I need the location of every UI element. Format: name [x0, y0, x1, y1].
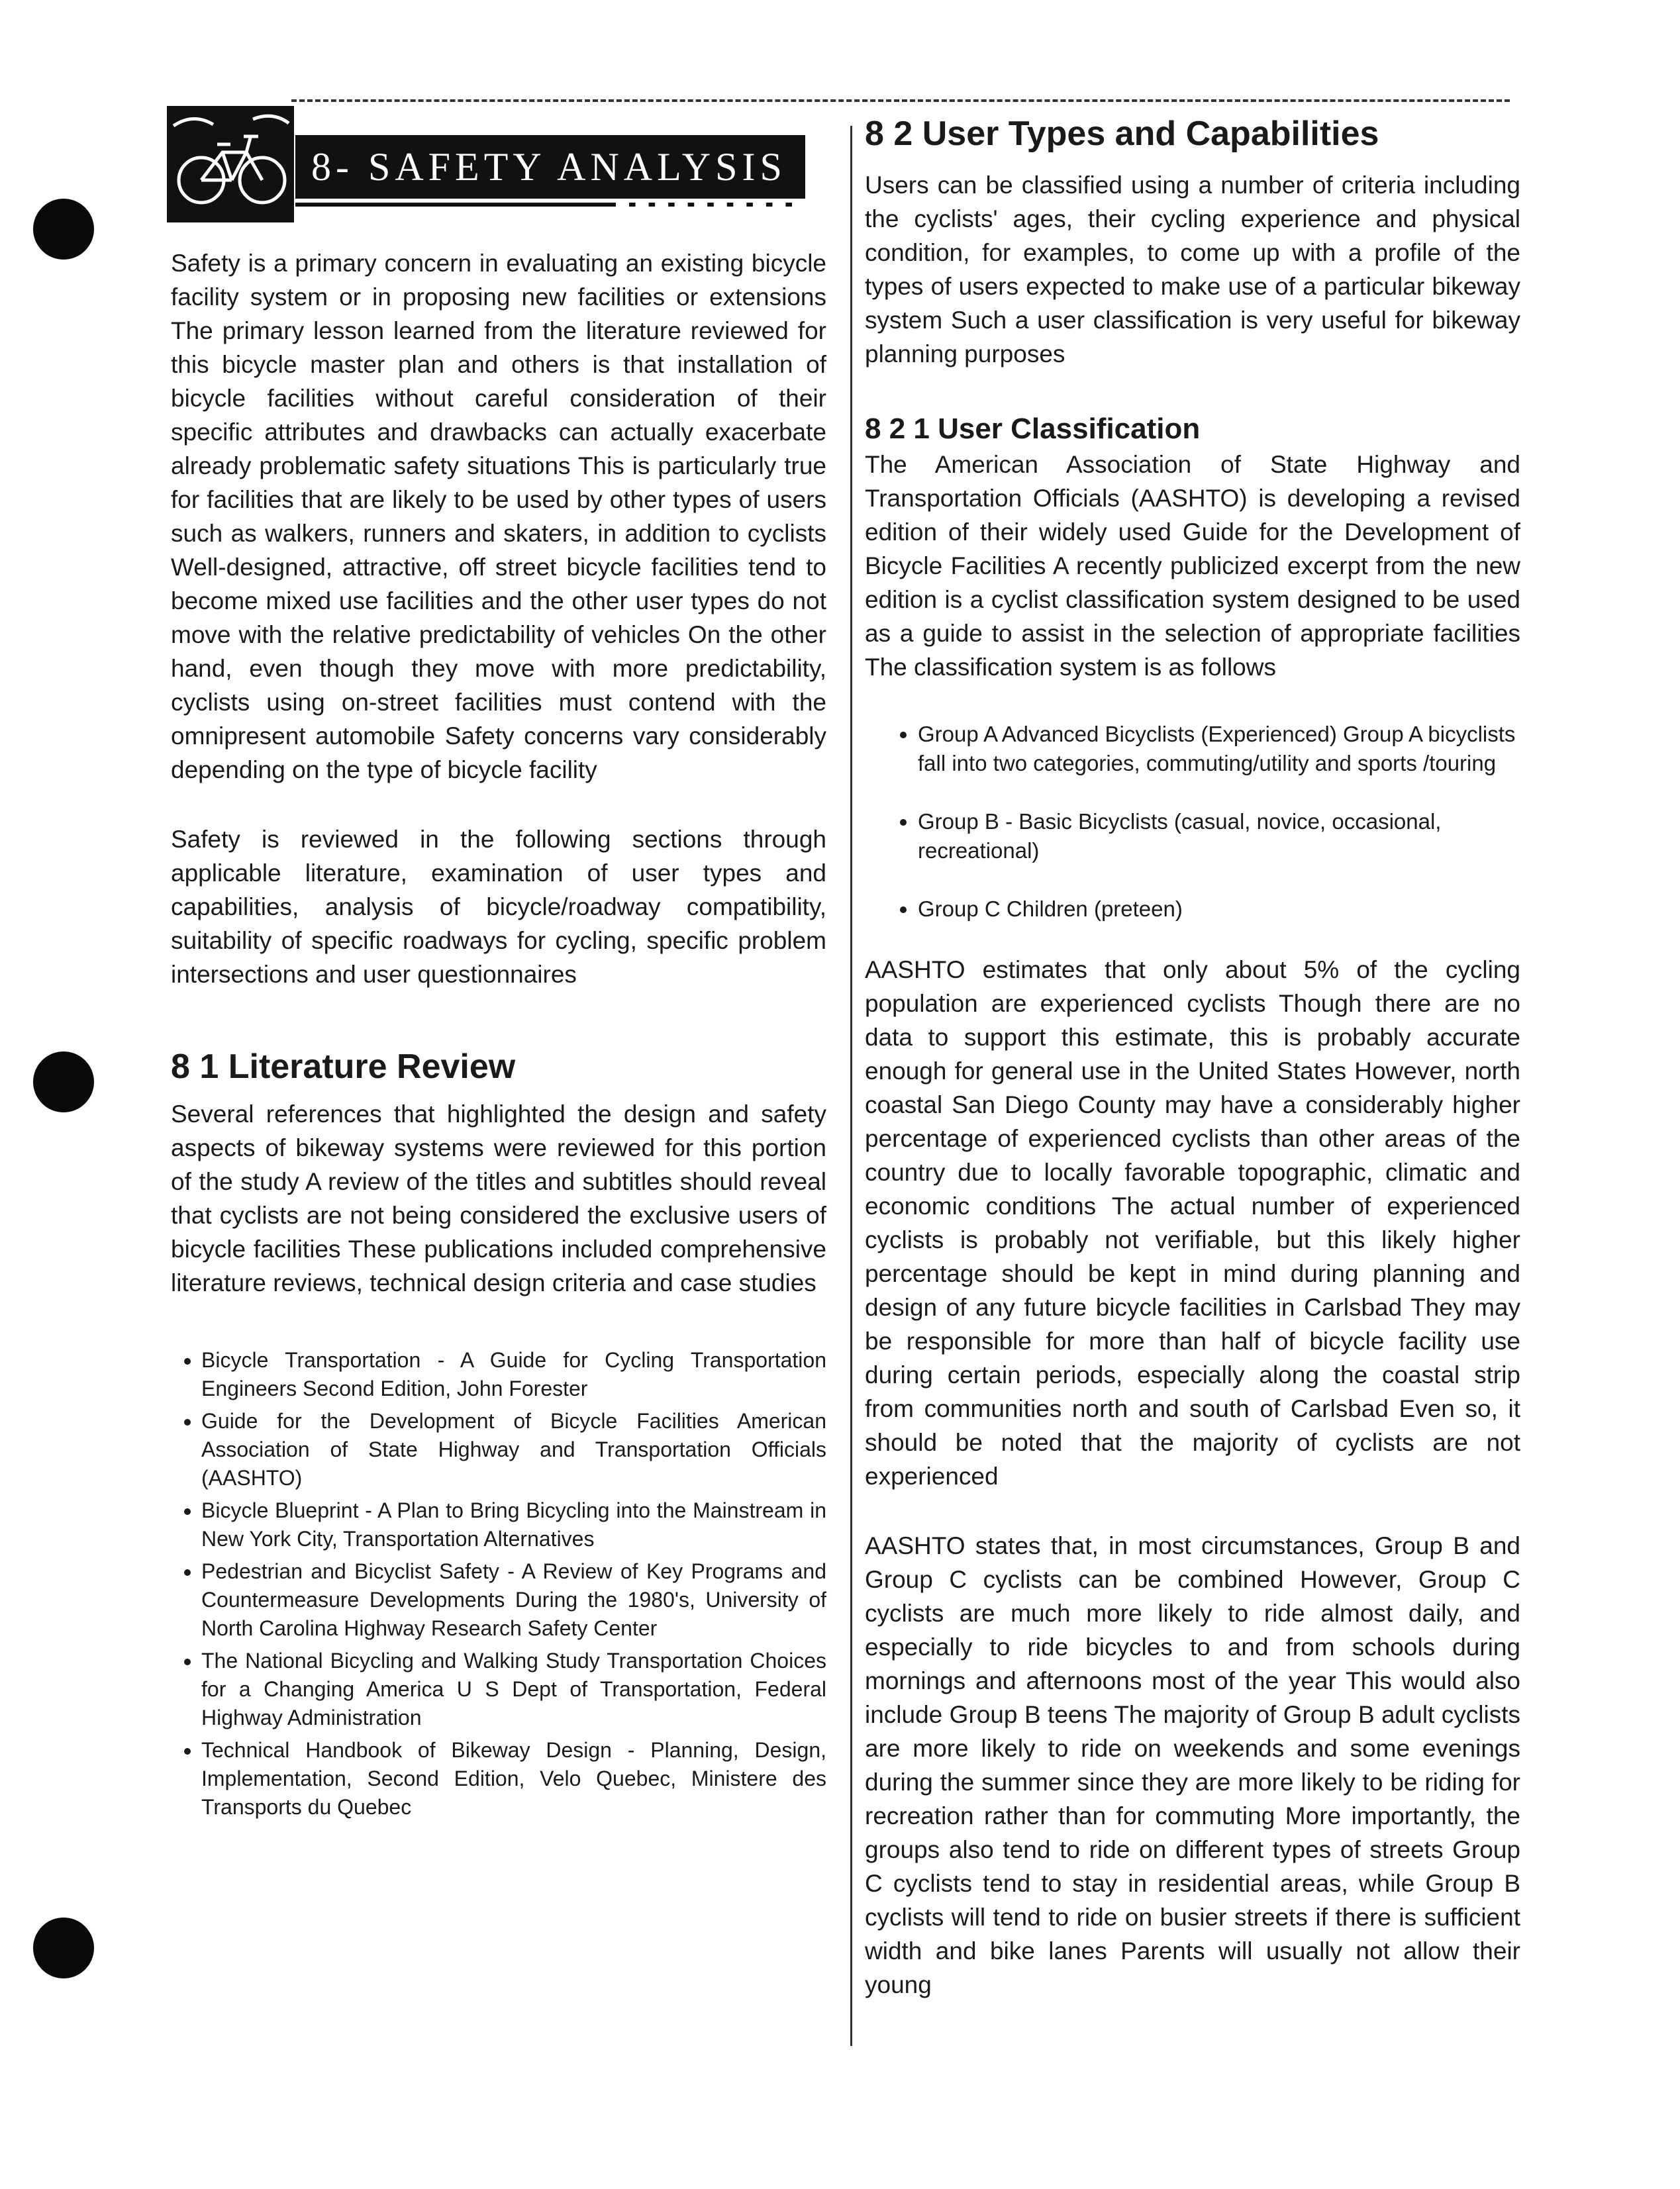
right-column — [865, 113, 1520, 2002]
list-item: • Bicycle Blueprint - A Plan to Bring Bicycling into the Mainstream in New York City, Transportation Alternatives — [201, 1496, 826, 1553]
user-types-heading: 8 2 User Types and Capabilities — [865, 115, 1379, 153]
list-item: • Technical Handbook of Bikeway Design - Planning, Design, Implementation, Second Edition, Velo Quebec, Ministere des Transports du Quebec — [201, 1736, 826, 1822]
cyclist-group-list — [865, 720, 1520, 924]
section-title-banner — [295, 135, 805, 199]
column-divider — [850, 126, 852, 2046]
literature-review-heading: 8 1 Literature Review — [171, 1047, 516, 1086]
section-title: 8- SAFETY ANALYSIS — [311, 145, 787, 189]
binder-hole-top — [33, 199, 94, 260]
bicycle-icon — [167, 106, 294, 222]
left-column — [171, 246, 826, 1825]
header-dashed-rule — [291, 99, 1510, 102]
user-classification-paragraph: The American Association of State Highway and Transportation Officials (AASHTO) is developing a revised edition of their widely used Guide for the Development of Bicycle Facilities A recently publicized excerpt from the new edition is a cyclist classification system designed to be used as a guide to assist in the selection of appropriate facilities The classification system is as follows — [865, 451, 1520, 681]
list-item: • Guide for the Development of Bicycle Facilities American Association of State Highway and Transportation Officials (AASHTO) — [201, 1407, 826, 1492]
user-classification-heading: 8 2 1 User Classification — [865, 413, 1201, 445]
literature-review-paragraph: Several references that highlighted the design and safety aspects of bikeway systems were reviewed for this portion of the study A review of the titles and subtitles should reveal that cyclists are not being considered the exclusive users of bicycle facilities These publications included comprehensive literature reviews, technical design criteria and case studies — [171, 1100, 826, 1296]
list-item: • Bicycle Transportation - A Guide for Cycling Transportation Engineers Second Edition, John Forester — [201, 1346, 826, 1403]
list-item: • Group A Advanced Bicyclists (Experienced) Group A bicyclists fall into two categories, commuting/utility and sports /touring — [918, 720, 1520, 778]
intro-paragraph-2: Safety is reviewed in the following sections through applicable literature, examination of user types and capabilities, analysis of bicycle/roadway compatibility, suitability of specific roadways for cycling, specific problem intersections and user questionnaires — [171, 826, 826, 988]
user-types-paragraph: Users can be classified using a number of criteria including the cyclists' ages, their cycling experience and physical condition, for examples, to come up with a profile of the types of users expected to make use of a particular bikeway system Such a user classification is very useful for bikeway planning purposes — [865, 171, 1520, 367]
reference-list — [171, 1346, 826, 1822]
banner-dash — [616, 200, 805, 207]
list-item: • Pedestrian and Bicyclist Safety - A Review of Key Programs and Countermeasure Developments During the 1980's, University of North Carolina Highway Research Safety Center — [201, 1557, 826, 1643]
list-item: • The National Bicycling and Walking Study Transportation Choices for a Changing America U S Dept of Transportation, Federal Highway Administration — [201, 1647, 826, 1732]
aashto-paragraph-2: AASHTO states that, in most circumstances, Group B and Group C cyclists can be combined However, Group C cyclists are much more likely to ride almost daily, and especially to ride bicycles to and from schools during mornings and afternoons most of the year This would also include Group B teens The majority of Group B adult cyclists are more likely to ride on weekends and some evenings during the summer since they are more likely to be riding for recreation rather than for commuting More importantly, the groups also tend to ride on different types of streets Group C cyclists tend to stay in residential areas, while Group B cyclists will tend to ride on busier streets if there is sufficient width and bike lanes Parents will usually not allow their young — [865, 1532, 1520, 1998]
list-item: • Group C Children (preteen) — [918, 895, 1520, 924]
binder-hole-bottom — [33, 1918, 94, 1978]
list-item: • Group B - Basic Bicyclists (casual, novice, occasional, recreational) — [918, 807, 1520, 865]
aashto-paragraph-1: AASHTO estimates that only about 5% of the cycling population are experienced cyclists Though there are no data to support this estimate, this is probably accurate enough for general use in the United States However, north coastal San Diego County may have a considerably higher percentage of experienced cyclists than other areas of the country due to locally favorable topographic, climatic and economic conditions The actual number of experienced cyclists is probably not verifiable, but this likely higher percentage should be kept in mind during planning and design of any future bicycle facilities in Carlsbad They may be responsible for more than half of bicycle facility use during certain periods, especially along the coastal strip from communities north and south of Carlsbad Even so, it should be noted that the majority of cyclists are not experienced — [865, 956, 1520, 1490]
intro-paragraph-1: Safety is a primary concern in evaluating an existing bicycle facility system or in proposing new facilities or extensions The primary lesson learned from the literature reviewed for this bicycle master plan and others is that installation of bicycle facilities without careful consideration of their specific attributes and drawbacks can actually exacerbate already problematic safety situations This is particularly true for facilities that are likely to be used by other types of users such as walkers, runners and skaters, in addition to cyclists Well-designed, attractive, off street bicycle facilities tend to become mixed use facilities and the other user types do not move with the relative predictability of vehicles On the other hand, even though they move with more predictability, cyclists using on-street facilities must contend with the omnipresent automobile Safety concerns vary considerably depending on the type of bicycle facility — [171, 250, 826, 783]
binder-hole-middle — [33, 1051, 94, 1112]
